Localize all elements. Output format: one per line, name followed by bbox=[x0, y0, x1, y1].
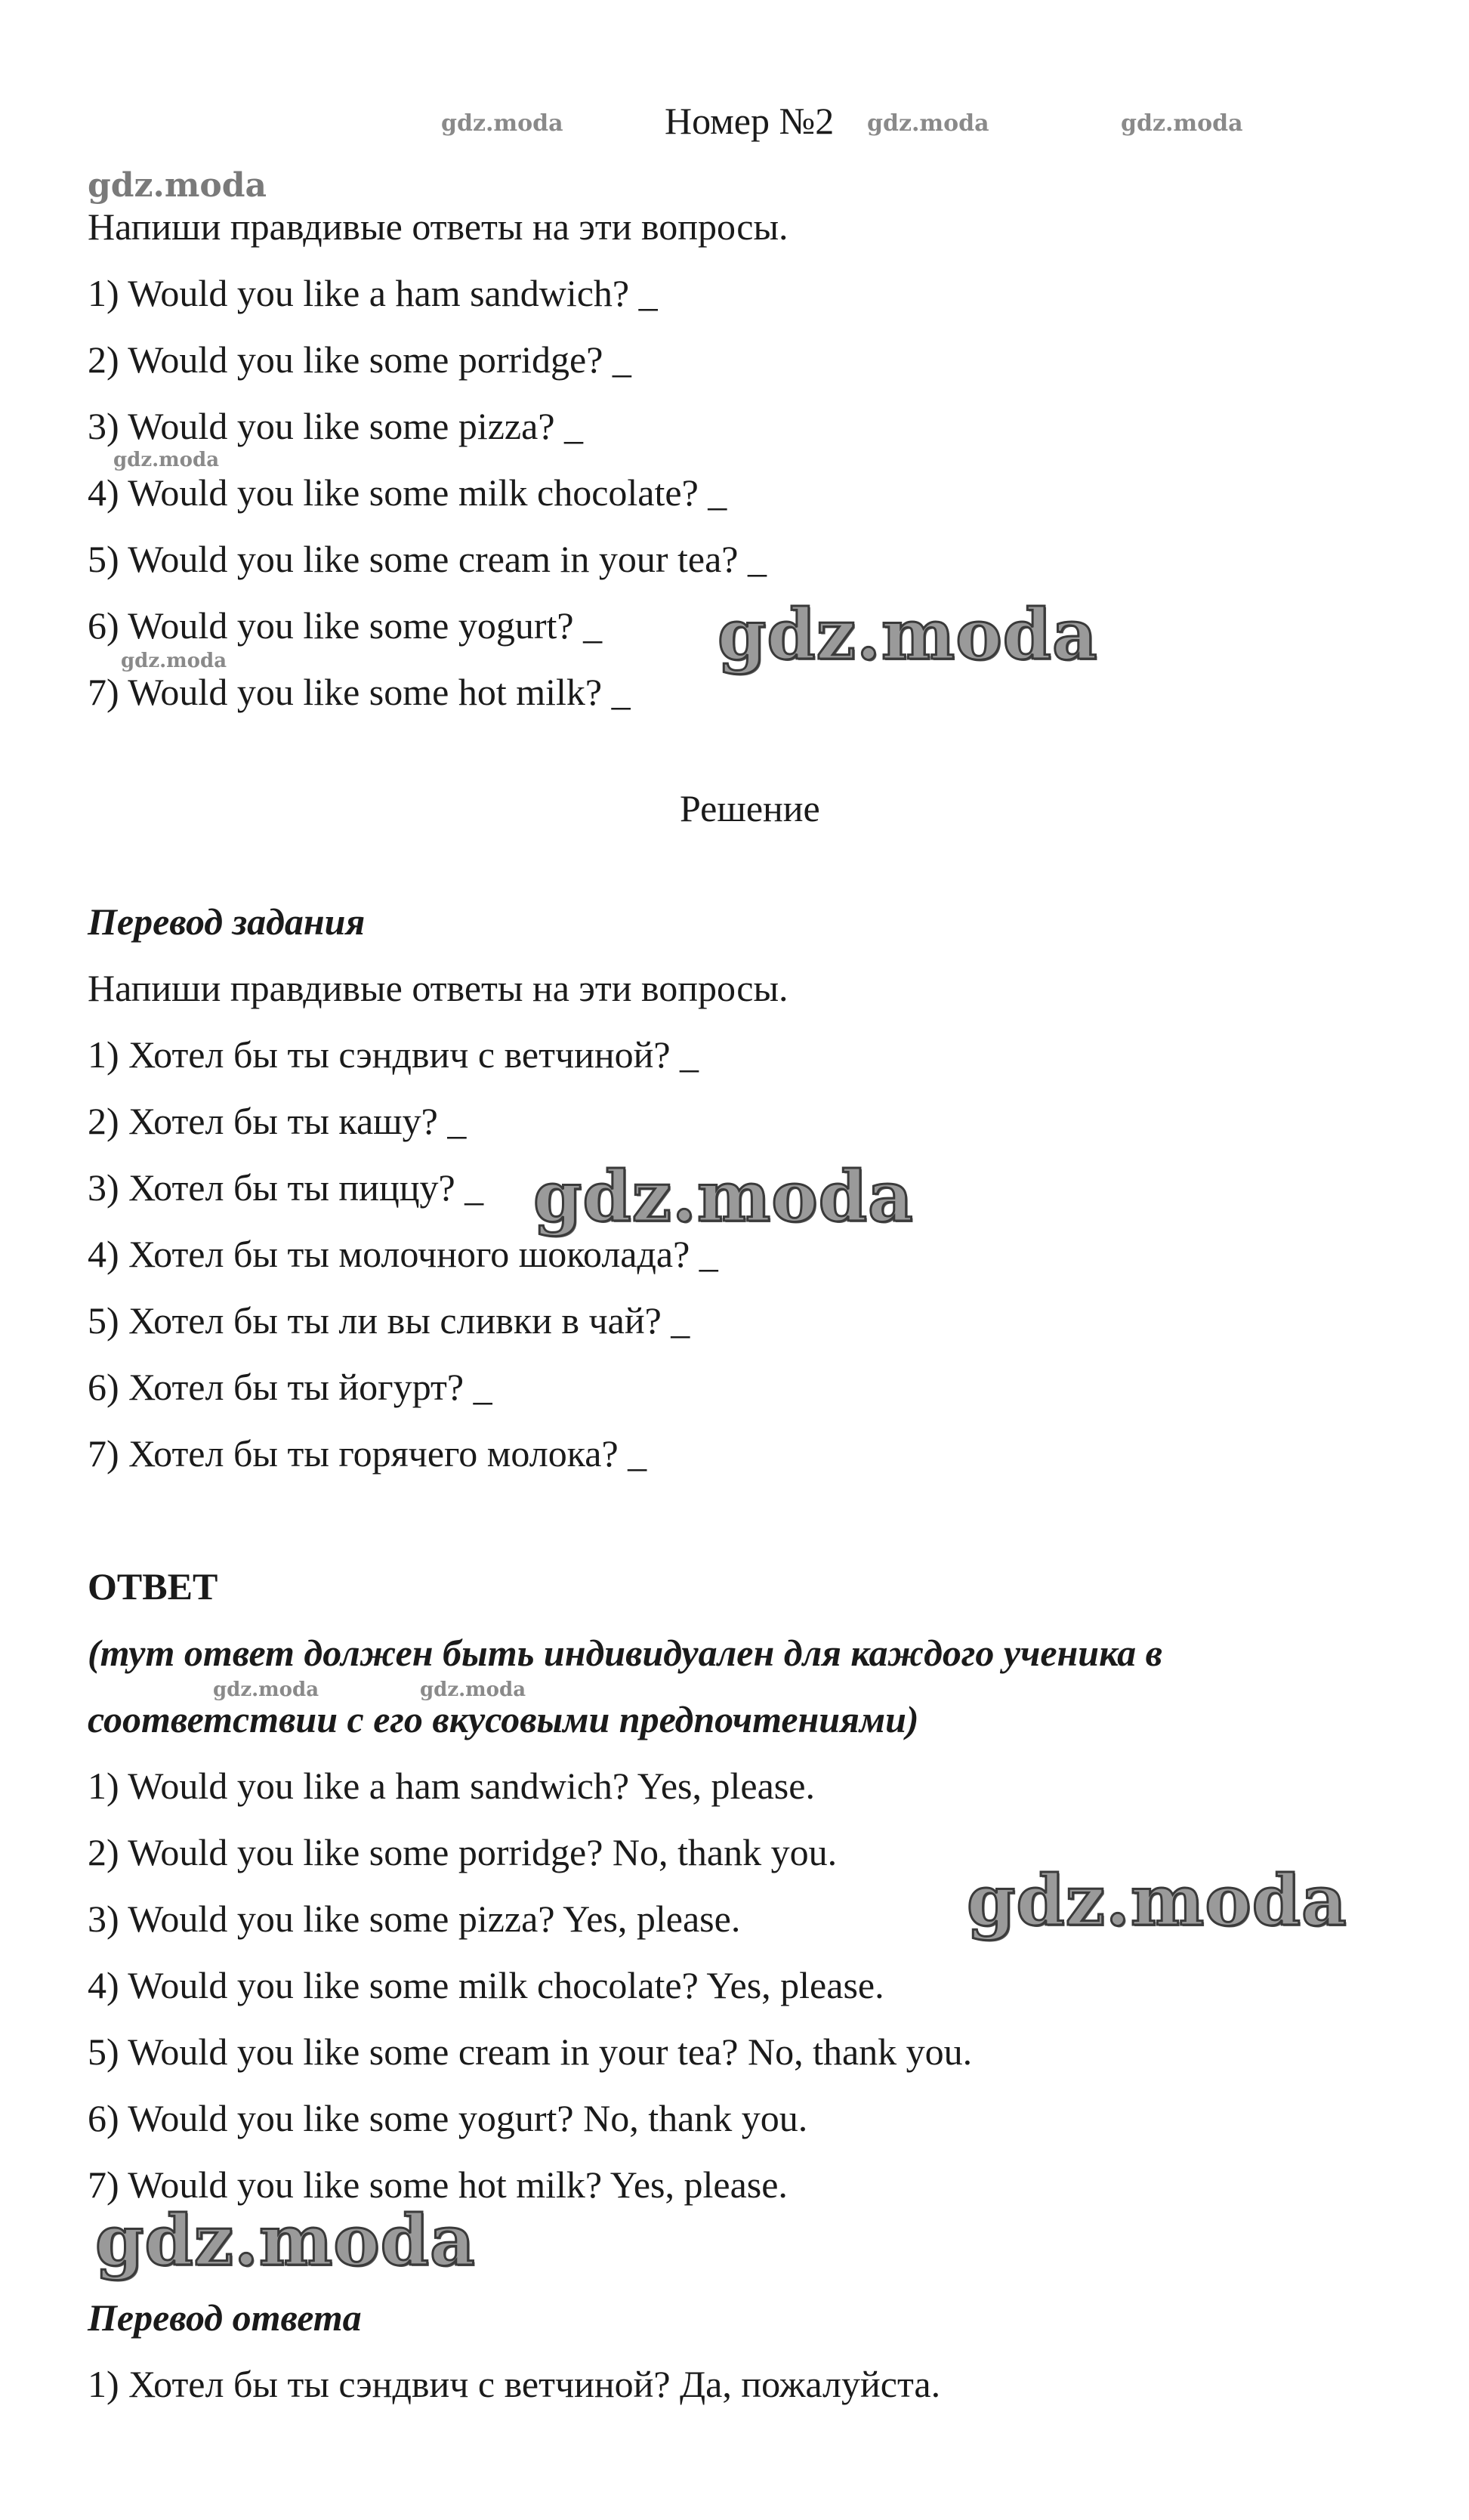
answer-line: 5) Would you like some cream in your tea? No, thank you. bbox=[88, 2031, 973, 2073]
watermark-large: gdz.moda bbox=[718, 594, 1098, 675]
translation-question: 5) Хотел бы ты ли вы сливки в чай? _ bbox=[88, 1299, 690, 1342]
translation-question: 6) Хотел бы ты йогурт? _ bbox=[88, 1366, 492, 1408]
task-question: 7) Would you like some hot milk? _ bbox=[88, 671, 631, 713]
watermark-small: gdz.moda bbox=[213, 1678, 319, 1701]
watermark-large: gdz.moda bbox=[967, 1860, 1347, 1941]
task-question: 3) Would you like some pizza? _ bbox=[88, 405, 584, 447]
watermark-small: gdz.moda bbox=[867, 110, 989, 137]
watermark-small: gdz.moda bbox=[121, 650, 227, 672]
translation-question: 2) Хотел бы ты кашу? _ bbox=[88, 1100, 467, 1142]
task-question: 6) Would you like some yogurt? _ bbox=[88, 604, 603, 647]
answer-line: 1) Would you like a ham sandwich? Yes, please. bbox=[88, 1765, 815, 1807]
watermark-medium: gdz.moda bbox=[88, 166, 267, 205]
answer-line: 4) Would you like some milk chocolate? Yes, please. bbox=[88, 1964, 884, 2006]
task-instruction: Напиши правдивые ответы на эти вопросы. bbox=[88, 205, 789, 248]
answer-note: (тут ответ должен быть индивидуален для каждого ученика в bbox=[88, 1632, 1163, 1674]
watermark-small: gdz.moda bbox=[1121, 110, 1243, 137]
answer-heading: ОТВЕТ bbox=[88, 1565, 218, 1607]
watermark-large: gdz.moda bbox=[533, 1156, 914, 1237]
task-question: 5) Would you like some cream in your tea? _ bbox=[88, 538, 767, 580]
answer-line: 3) Would you like some pizza? Yes, please. bbox=[88, 1898, 741, 1940]
answer-line: 7) Would you like some hot milk? Yes, please. bbox=[88, 2163, 788, 2206]
answer-line: 2) Would you like some porridge? No, thank you. bbox=[88, 1831, 838, 1873]
translation-instruction: Напиши правдивые ответы на эти вопросы. bbox=[88, 967, 789, 1009]
watermark-small: gdz.moda bbox=[420, 1678, 526, 1701]
watermark-large: gdz.moda bbox=[95, 2200, 476, 2281]
translation-question: 3) Хотел бы ты пиццу? _ bbox=[88, 1166, 484, 1209]
answer-line: 6) Would you like some yogurt? No, thank you. bbox=[88, 2097, 808, 2139]
task-question: 4) Would you like some milk chocolate? _ bbox=[88, 471, 727, 514]
answer-translation-line: 1) Хотел бы ты сэндвич с ветчиной? Да, пожалуйста. bbox=[88, 2363, 941, 2405]
translation-question: 1) Хотел бы ты сэндвич с ветчиной? _ bbox=[88, 1033, 699, 1076]
translation-question: 7) Хотел бы ты горячего молока? _ bbox=[88, 1432, 647, 1475]
answer-translation-heading: Перевод ответа bbox=[88, 2296, 362, 2339]
task-question: 2) Would you like some porridge? _ bbox=[88, 338, 631, 381]
watermark-small: gdz.moda bbox=[113, 449, 220, 471]
watermark-small: gdz.moda bbox=[441, 110, 563, 137]
answer-note: соответствии с его вкусовыми предпочтениями) bbox=[88, 1698, 919, 1740]
page-title: Номер №2 bbox=[665, 100, 835, 142]
translation-question: 4) Хотел бы ты молочного шоколада? _ bbox=[88, 1233, 718, 1275]
task-question: 1) Would you like a ham sandwich? _ bbox=[88, 272, 658, 314]
solution-heading: Решение bbox=[680, 787, 820, 829]
translation-heading: Перевод задания bbox=[88, 900, 366, 943]
